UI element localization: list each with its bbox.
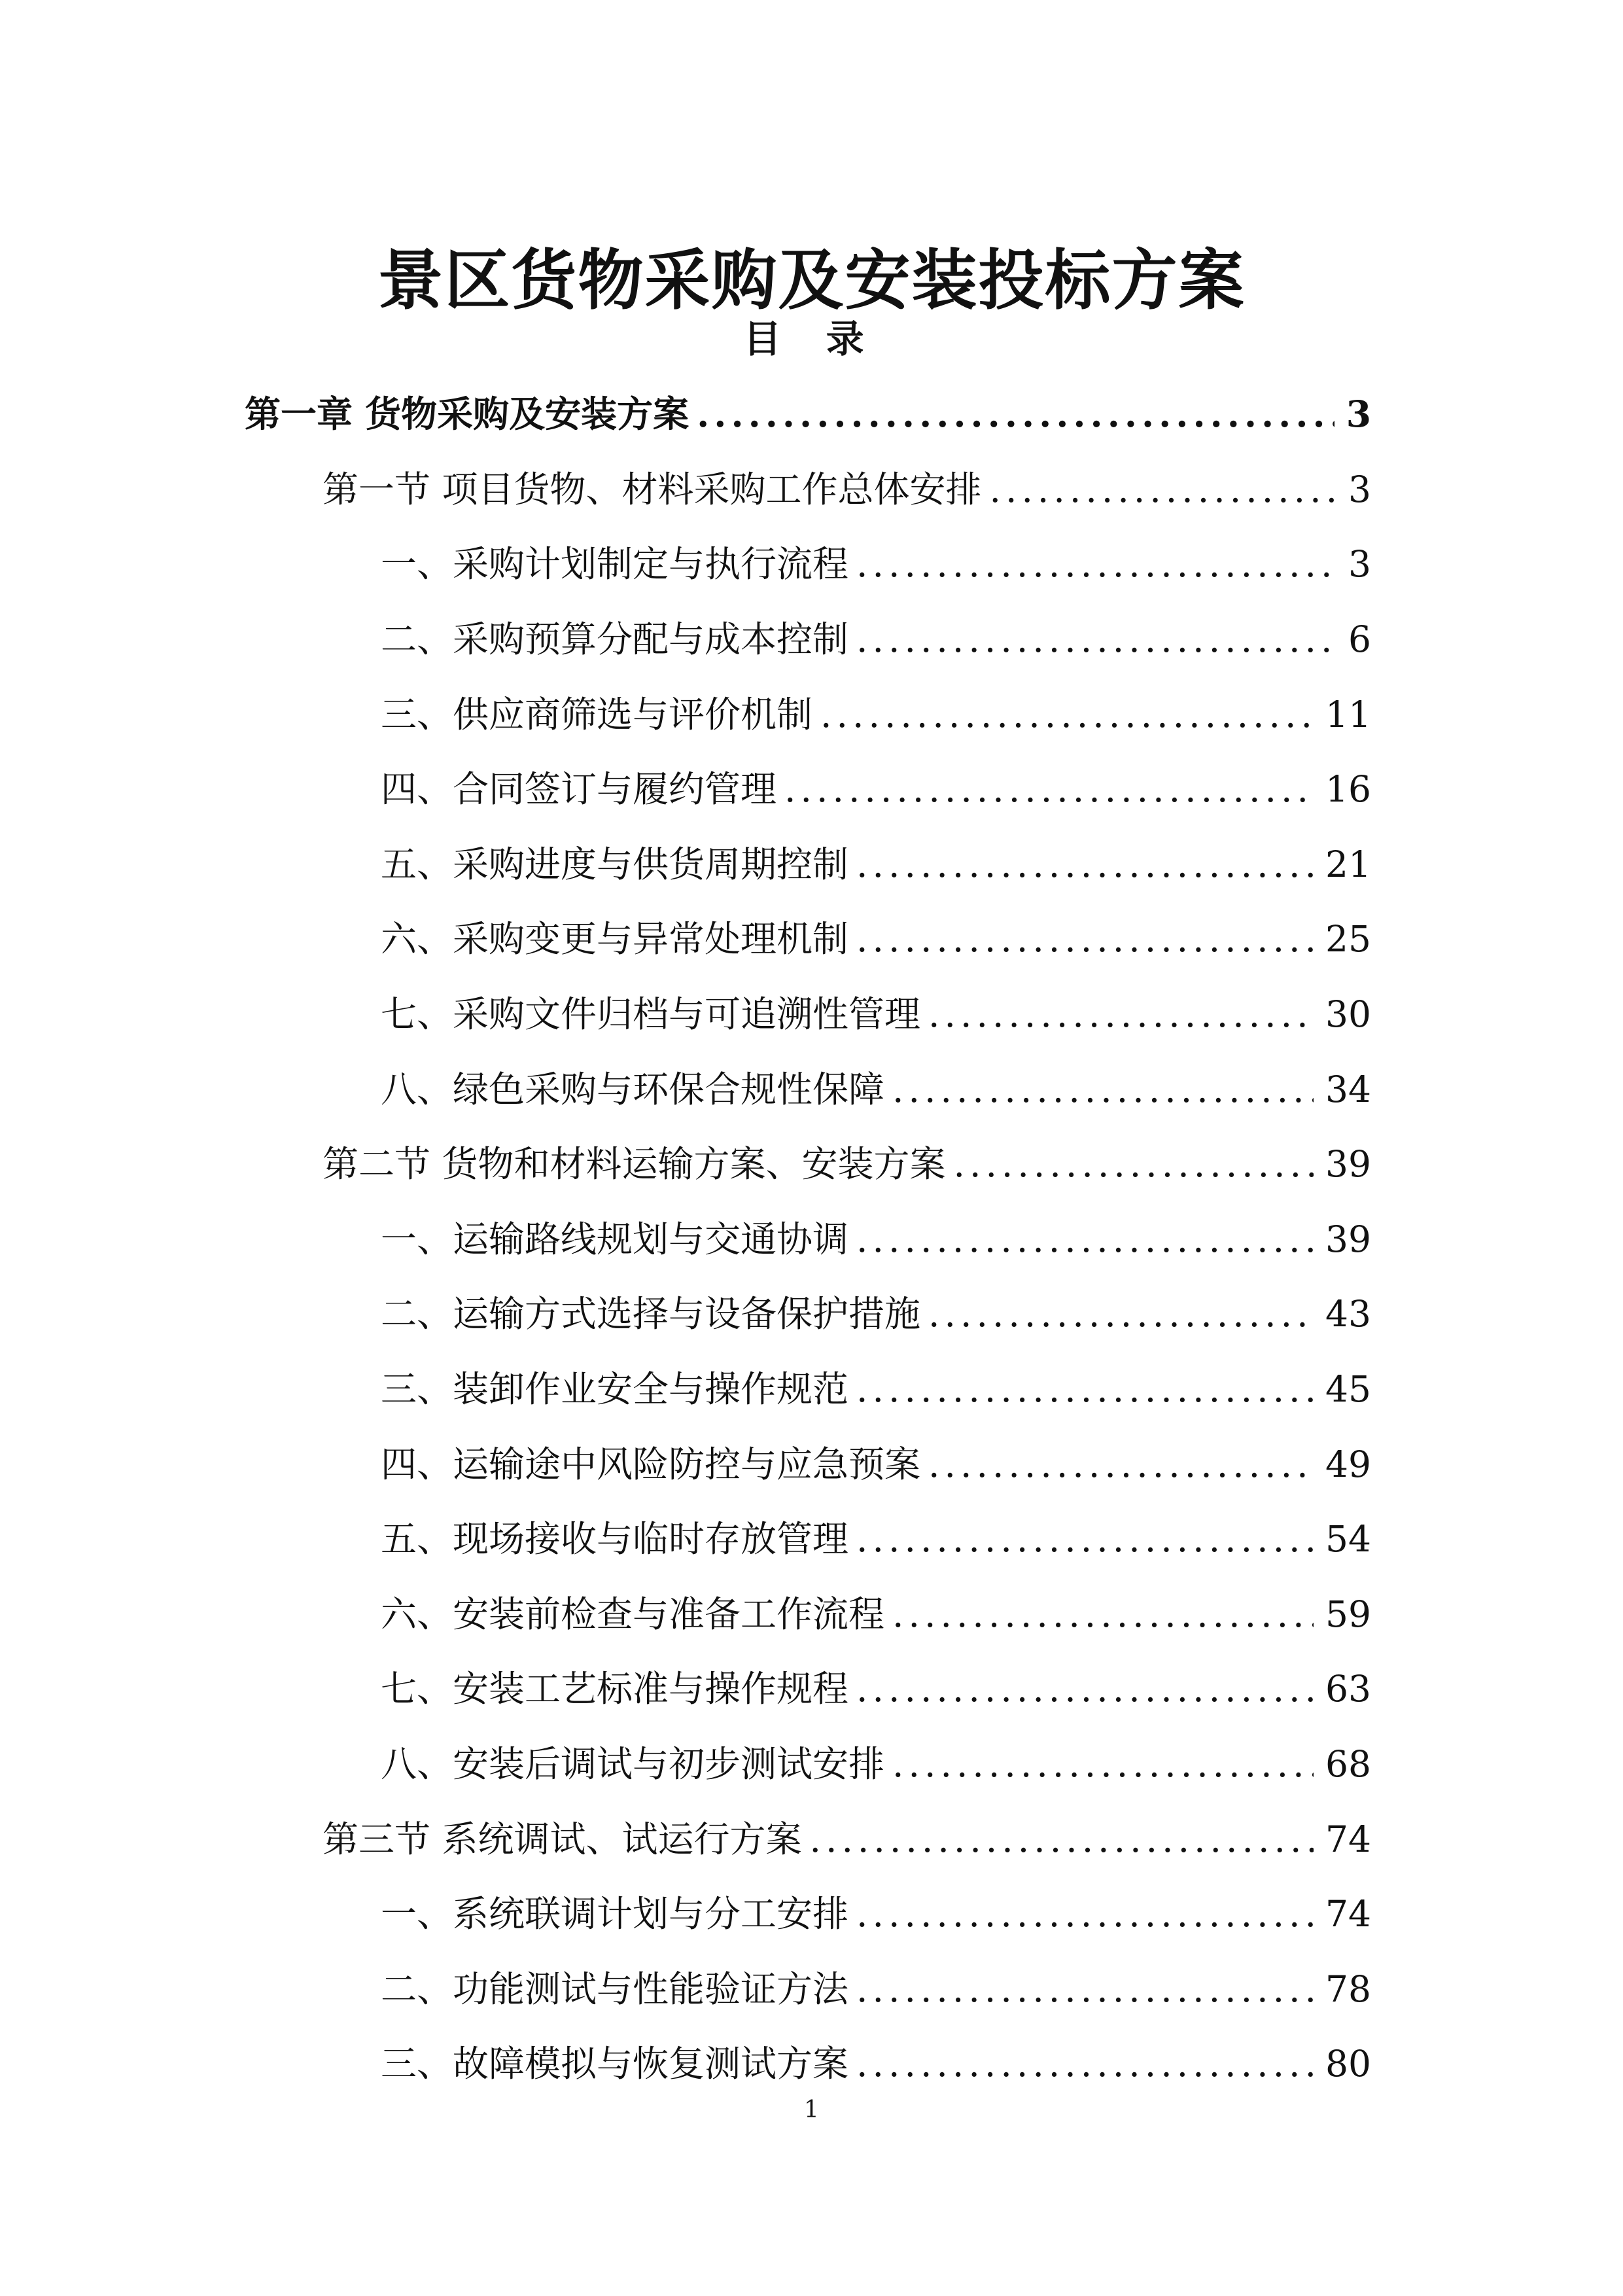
toc-dot-leader bbox=[856, 1891, 1314, 1937]
toc-entry-page: 74 bbox=[1325, 1818, 1371, 1860]
toc-dot-leader bbox=[892, 1741, 1314, 1787]
toc-entry-page: 11 bbox=[1325, 693, 1371, 735]
toc-entry-item[interactable] bbox=[0, 902, 1623, 977]
toc-entry-item[interactable] bbox=[0, 1202, 1623, 1277]
toc-entry-page: 30 bbox=[1325, 993, 1371, 1036]
toc-entry-chapter-1[interactable] bbox=[0, 377, 1623, 452]
table-of-contents bbox=[0, 377, 1623, 2102]
toc-entry-page: 6 bbox=[1348, 618, 1371, 661]
toc-entry-item[interactable] bbox=[0, 1951, 1623, 2026]
toc-entry-page: 80 bbox=[1325, 2043, 1371, 2085]
toc-entry-section-2[interactable] bbox=[0, 1127, 1623, 1202]
toc-entry-label: 三、供应商筛选与评价机制 bbox=[381, 693, 813, 735]
toc-dot-leader bbox=[856, 916, 1314, 962]
toc-entry-label: 八、绿色采购与环保合规性保障 bbox=[381, 1068, 885, 1110]
toc-entry-page: 16 bbox=[1325, 768, 1371, 811]
toc-entry-page: 68 bbox=[1325, 1742, 1371, 1785]
toc-entry-page: 21 bbox=[1325, 843, 1371, 885]
toc-dot-leader bbox=[892, 1067, 1314, 1112]
toc-entry-item[interactable] bbox=[0, 1727, 1623, 1802]
toc-entry-section-1[interactable] bbox=[0, 452, 1623, 527]
toc-entry-page: 3 bbox=[1348, 543, 1371, 586]
toc-entry-page: 78 bbox=[1325, 1968, 1371, 2010]
toc-dot-leader bbox=[892, 1591, 1314, 1637]
toc-entry-page: 49 bbox=[1325, 1443, 1371, 1485]
toc-entry-label: 五、采购进度与供货周期控制 bbox=[381, 843, 849, 885]
toc-entry-page: 74 bbox=[1325, 1893, 1371, 1935]
toc-heading: 目 录 bbox=[743, 317, 880, 361]
toc-entry-label: 四、运输途中风险防控与应急预案 bbox=[381, 1443, 921, 1485]
toc-entry-label: 六、采购变更与异常处理机制 bbox=[381, 918, 849, 961]
toc-entry-item[interactable] bbox=[0, 1502, 1623, 1577]
toc-entry-page: 39 bbox=[1325, 1143, 1371, 1186]
toc-entry-page: 34 bbox=[1325, 1068, 1371, 1110]
toc-entry-label: 五、现场接收与临时存放管理 bbox=[381, 1518, 849, 1561]
toc-dot-leader bbox=[856, 1666, 1314, 1712]
toc-entry-label: 二、采购预算分配与成本控制 bbox=[381, 618, 849, 661]
toc-dot-leader bbox=[856, 1366, 1314, 1412]
toc-dot-leader bbox=[928, 1441, 1314, 1487]
toc-dot-leader bbox=[856, 1216, 1314, 1262]
toc-entry-item[interactable] bbox=[0, 1577, 1623, 1652]
toc-entry-item[interactable] bbox=[0, 1051, 1623, 1127]
toc-entry-item[interactable] bbox=[0, 827, 1623, 902]
toc-entry-item[interactable] bbox=[0, 527, 1623, 602]
toc-entry-page: 43 bbox=[1325, 1293, 1371, 1335]
toc-dot-leader bbox=[856, 541, 1336, 587]
toc-entry-page: 54 bbox=[1325, 1518, 1371, 1561]
toc-entry-label: 第一章 货物采购及安装方案 bbox=[245, 393, 689, 436]
toc-entry-label: 一、采购计划制定与执行流程 bbox=[381, 543, 849, 586]
toc-entry-label: 八、安装后调试与初步测试安排 bbox=[381, 1742, 885, 1785]
toc-dot-leader bbox=[856, 1966, 1314, 2012]
toc-entry-page: 59 bbox=[1325, 1593, 1371, 1635]
toc-entry-item[interactable] bbox=[0, 1651, 1623, 1727]
toc-entry-label: 二、功能测试与性能验证方法 bbox=[381, 1968, 849, 2010]
toc-entry-label: 第二节 货物和材料运输方案、安装方案 bbox=[323, 1143, 946, 1186]
toc-entry-label: 七、采购文件归档与可追溯性管理 bbox=[381, 993, 921, 1036]
toc-entry-label: 第三节 系统调试、试运行方案 bbox=[323, 1818, 802, 1860]
toc-entry-page: 25 bbox=[1325, 918, 1371, 961]
toc-entry-item[interactable] bbox=[0, 1877, 1623, 1952]
toc-entry-label: 二、运输方式选择与设备保护措施 bbox=[381, 1293, 921, 1335]
toc-dot-leader bbox=[953, 1141, 1314, 1187]
page-number: 1 bbox=[804, 2096, 819, 2123]
toc-entry-page: 3 bbox=[1348, 468, 1371, 510]
toc-dot-leader bbox=[928, 1291, 1314, 1337]
toc-entry-page: 3 bbox=[1346, 393, 1371, 436]
toc-entry-item[interactable] bbox=[0, 2026, 1623, 2102]
toc-entry-item[interactable] bbox=[0, 1277, 1623, 1352]
toc-dot-leader bbox=[856, 1516, 1314, 1562]
toc-dot-leader bbox=[989, 467, 1336, 512]
toc-entry-item[interactable] bbox=[0, 602, 1623, 677]
toc-dot-leader bbox=[856, 841, 1314, 887]
toc-entry-label: 七、安装工艺标准与操作规程 bbox=[381, 1668, 849, 1710]
toc-dot-leader bbox=[856, 616, 1336, 662]
toc-entry-item[interactable] bbox=[0, 1426, 1623, 1502]
toc-entry-page: 63 bbox=[1325, 1668, 1371, 1710]
toc-entry-item[interactable] bbox=[0, 677, 1623, 752]
toc-dot-leader bbox=[809, 1816, 1314, 1862]
toc-entry-label: 第一节 项目货物、材料采购工作总体安排 bbox=[323, 468, 982, 510]
toc-entry-section-3[interactable] bbox=[0, 1801, 1623, 1877]
document-title: 景区货物采购及安装投标方案 bbox=[377, 241, 1246, 319]
toc-entry-label: 一、系统联调计划与分工安排 bbox=[381, 1893, 849, 1935]
toc-dot-leader bbox=[928, 991, 1314, 1037]
toc-dot-leader bbox=[784, 766, 1314, 812]
toc-entry-label: 一、运输路线规划与交通协调 bbox=[381, 1218, 849, 1260]
toc-entry-label: 三、故障模拟与恢复测试方案 bbox=[381, 2043, 849, 2085]
toc-dot-leader bbox=[697, 391, 1335, 437]
toc-entry-label: 三、装卸作业安全与操作规范 bbox=[381, 1368, 849, 1411]
toc-dot-leader bbox=[856, 2041, 1314, 2087]
toc-entry-label: 四、合同签订与履约管理 bbox=[381, 768, 777, 811]
toc-dot-leader bbox=[820, 692, 1314, 737]
toc-entry-page: 45 bbox=[1325, 1368, 1371, 1411]
toc-entry-item[interactable] bbox=[0, 977, 1623, 1052]
toc-entry-item[interactable] bbox=[0, 752, 1623, 827]
toc-entry-label: 六、安装前检查与准备工作流程 bbox=[381, 1593, 885, 1635]
toc-entry-page: 39 bbox=[1325, 1218, 1371, 1260]
toc-entry-item[interactable] bbox=[0, 1352, 1623, 1427]
